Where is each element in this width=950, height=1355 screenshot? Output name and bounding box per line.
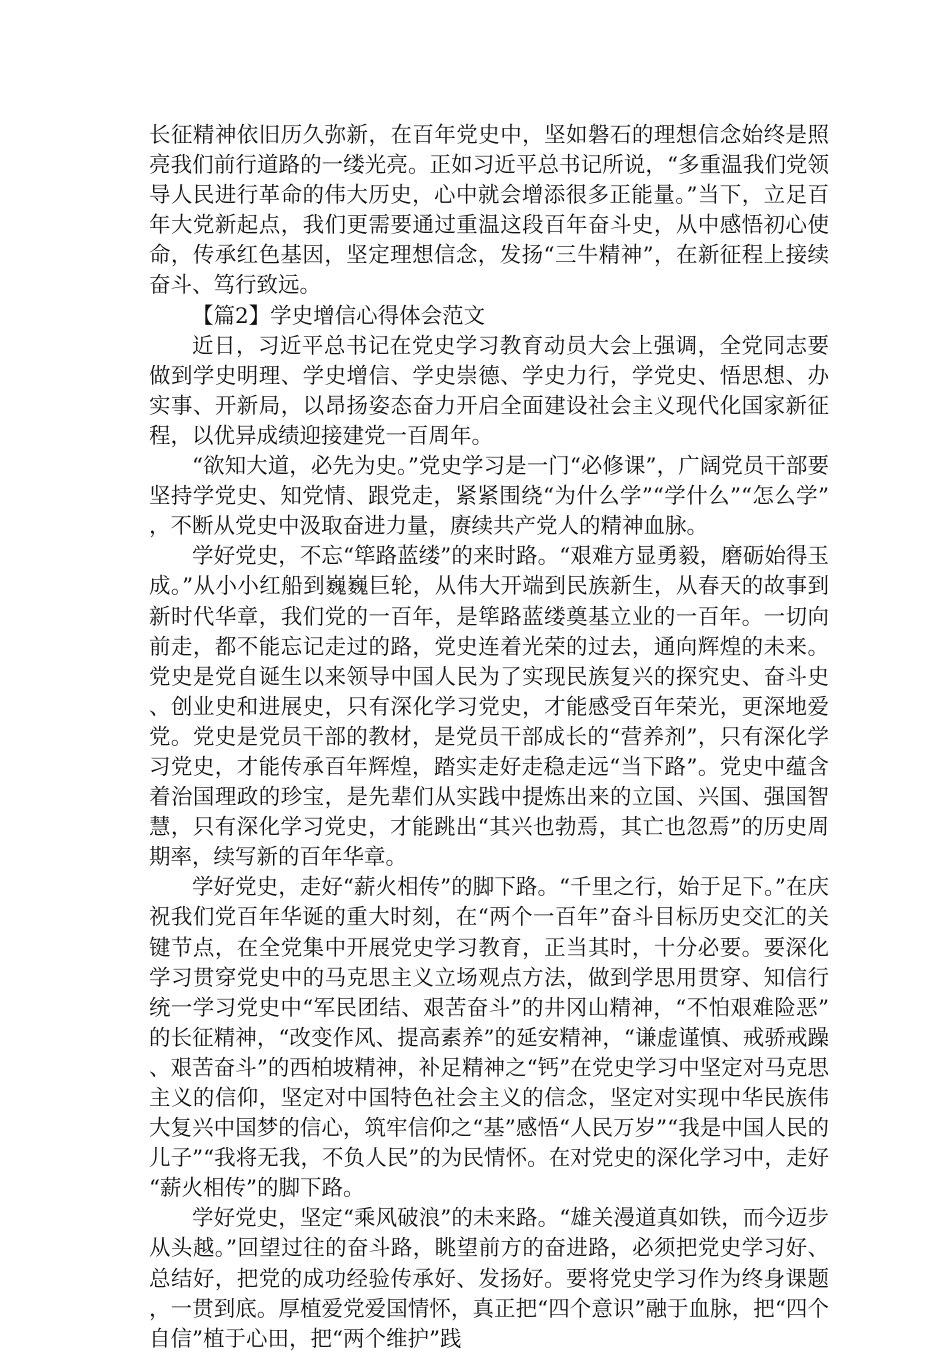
paragraph-intro: 近日，习近平总书记在党史学习教育动员大会上强调，全党同志要做到学史明理、学史增信、学史崇德、学史力行，学党史、悟思想、办实事、开新局，以昂扬姿态奋力开启全面建设社会主义现代化国家新征程，以优异成绩迎接建党一百周年。 (149, 333, 829, 449)
paragraph-must-learn: “欲知大道，必先为史。”党史学习是一门“必修课”，广阔党员干部要坚持学党史、知党情、跟党走，紧紧围绕“为什么学”“学什么”“怎么学”，不断从党史中汲取奋进力量，赓续共产党人的精神血脉。 (149, 454, 829, 540)
section-heading: 【篇2】学史增信心得体会范文 (192, 303, 486, 329)
paragraph-future-road: 学好党史，坚定“乘风破浪”的未来路。“雄关漫道真如铁，而今迈步从头越。”回望过往的奋斗路，眺望前方的奋进路，必须把党史学习好、总结好，把党的成功经验传承好、发扬好。要将党史学习作为终身课题，一贯到底。厚植爱党爱国情怀，真正把“四个意识”融于血脉，把“四个自信”植于心田，把“两个维护”践 (149, 1206, 829, 1352)
document-body (149, 121, 829, 1355)
paragraph-present-road: 学好党史，走好“薪火相传”的脚下路。“千里之行，始于足下。”在庆祝我们党百年华诞的重大时刻，在“两个一百年”奋斗目标历史交汇的关键节点，在全党集中开展党史学习教育，正当其时，十分必要。要深化学习贯穿党史中的马克思主义立场观点方法，做到学思用贯穿、知信行统一学习党史中“军民团结、艰苦奋斗”的井冈山精神，“不怕艰难险恶”的长征精神，“改变作风、提高素养”的延安精神，“谦虚谨慎、戒骄戒躁、艰苦奋斗”的西柏坡精神，补足精神之“钙”在党史学习中坚定对马克思主义的信仰，坚定对中国特色社会主义的信念，坚定对实现中华民族伟大复兴中国梦的信心，筑牢信仰之“基”感悟“人民万岁”“我是中国人民的儿子”“我将无我，不负人民”的为民情怀。在对党史的深化学习中，走好“薪火相传”的脚下路。 (149, 875, 829, 1202)
paragraph-continuation: 长征精神依旧历久弥新，在百年党史中，坚如磐石的理想信念始终是照亮我们前行道路的一缕光亮。正如习近平总书记所说，“多重温我们党领导人民进行革命的伟大历史，心中就会增添很多正能量。”当下，立足百年大党新起点，我们更需要通过重温这段百年奋斗史，从中感悟初心使命，传承红色基因，坚定理想信念，发扬“三牛精神”，在新征程上接续奋斗、笃行致远。 (149, 123, 829, 299)
paragraph-past-road: 学好党史，不忘“筚路蓝缕”的来时路。“艰难方显勇毅，磨砺始得玉成。”从小小红船到巍巍巨轮，从伟大开端到民族新生，从春天的故事到新时代华章，我们党的一百年，是筚路蓝缕奠基立业的一百年。一切向前走，都不能忘记走过的路，党史连着光荣的过去，通向辉煌的未来。党史是党自诞生以来领导中国人民为了实现民族复兴的探究史、奋斗史、创业史和进展史，只有深化学习党史，才能感受百年荣光，更深地爱党。党史是党员干部的教材，是党员干部成长的“营养剂”，只有深化学习党史，才能传承百年辉煌，踏实走好走稳走远“当下路”。党史中蕴含着治国理政的珍宝，是先辈们从实践中提炼出来的立国、兴国、强国智慧，只有深化学习党史，才能跳出“其兴也勃焉，其亡也忽焉”的历史周期率，续写新的百年华章。 (149, 544, 829, 871)
